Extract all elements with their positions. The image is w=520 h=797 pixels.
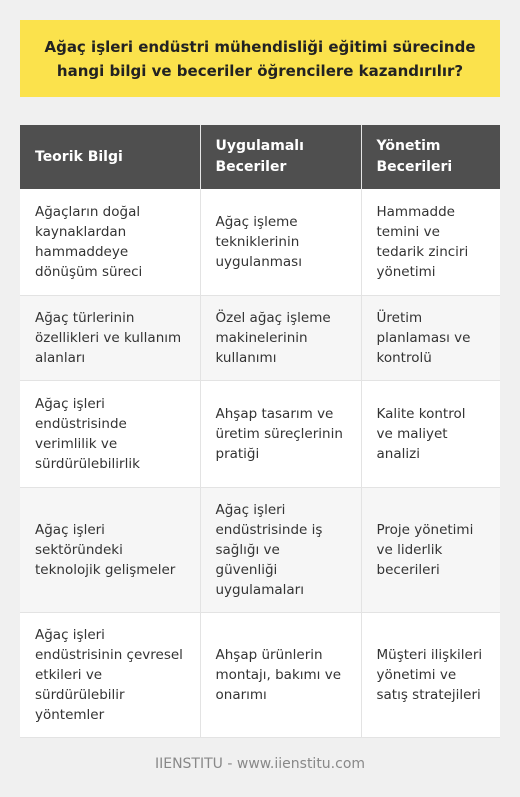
table-cell: Hammadde temini ve tedarik zinciri yönetimi xyxy=(361,189,500,296)
table-cell: Ağaçların doğal kaynaklardan hammaddeye dönüşüm süreci xyxy=(20,189,200,296)
table-cell: Ahşap ürünlerin montajı, bakımı ve onarımı xyxy=(200,613,361,738)
header-practical: Uygulamalı Beceriler xyxy=(200,125,361,189)
table-row xyxy=(20,381,500,488)
table-header-row xyxy=(20,125,500,189)
table-cell: Ağaç işleri sektöründeki teknolojik gelişmeler xyxy=(20,488,200,613)
table-cell: Ağaç işleme tekniklerinin uygulanması xyxy=(200,189,361,296)
skills-table xyxy=(20,125,500,738)
header-management: Yönetim Becerileri xyxy=(361,125,500,189)
table-row xyxy=(20,296,500,381)
table-cell: Özel ağaç işleme makinelerinin kullanımı xyxy=(200,296,361,381)
table-row xyxy=(20,189,500,296)
table-cell: Ağaç işleri endüstrisinin çevresel etkileri ve sürdürülebilir yöntemler xyxy=(20,613,200,738)
table-cell: Ağaç işleri endüstrisinde verimlilik ve sürdürülebilirlik xyxy=(20,381,200,488)
table-cell: Ağaç işleri endüstrisinde iş sağlığı ve güvenliği uygulamaları xyxy=(200,488,361,613)
header-theoretical: Teorik Bilgi xyxy=(20,125,200,189)
table-row xyxy=(20,488,500,613)
table-cell: Müşteri ilişkileri yönetimi ve satış stratejileri xyxy=(361,613,500,738)
table-row xyxy=(20,613,500,738)
table-cell: Üretim planlaması ve kontrolü xyxy=(361,296,500,381)
page-title: Ağaç işleri endüstri mühendisliği eğitimi sürecinde hangi bilgi ve beceriler öğrencilere kazandırılır? xyxy=(20,20,500,97)
table-cell: Ahşap tasarım ve üretim süreçlerinin pratiği xyxy=(200,381,361,488)
footer-credit: IIENSTITU - www.iienstitu.com xyxy=(154,756,366,772)
table-cell: Kalite kontrol ve maliyet analizi xyxy=(361,381,500,488)
table-cell: Proje yönetimi ve liderlik becerileri xyxy=(361,488,500,613)
table-cell: Ağaç türlerinin özellikleri ve kullanım alanları xyxy=(20,296,200,381)
